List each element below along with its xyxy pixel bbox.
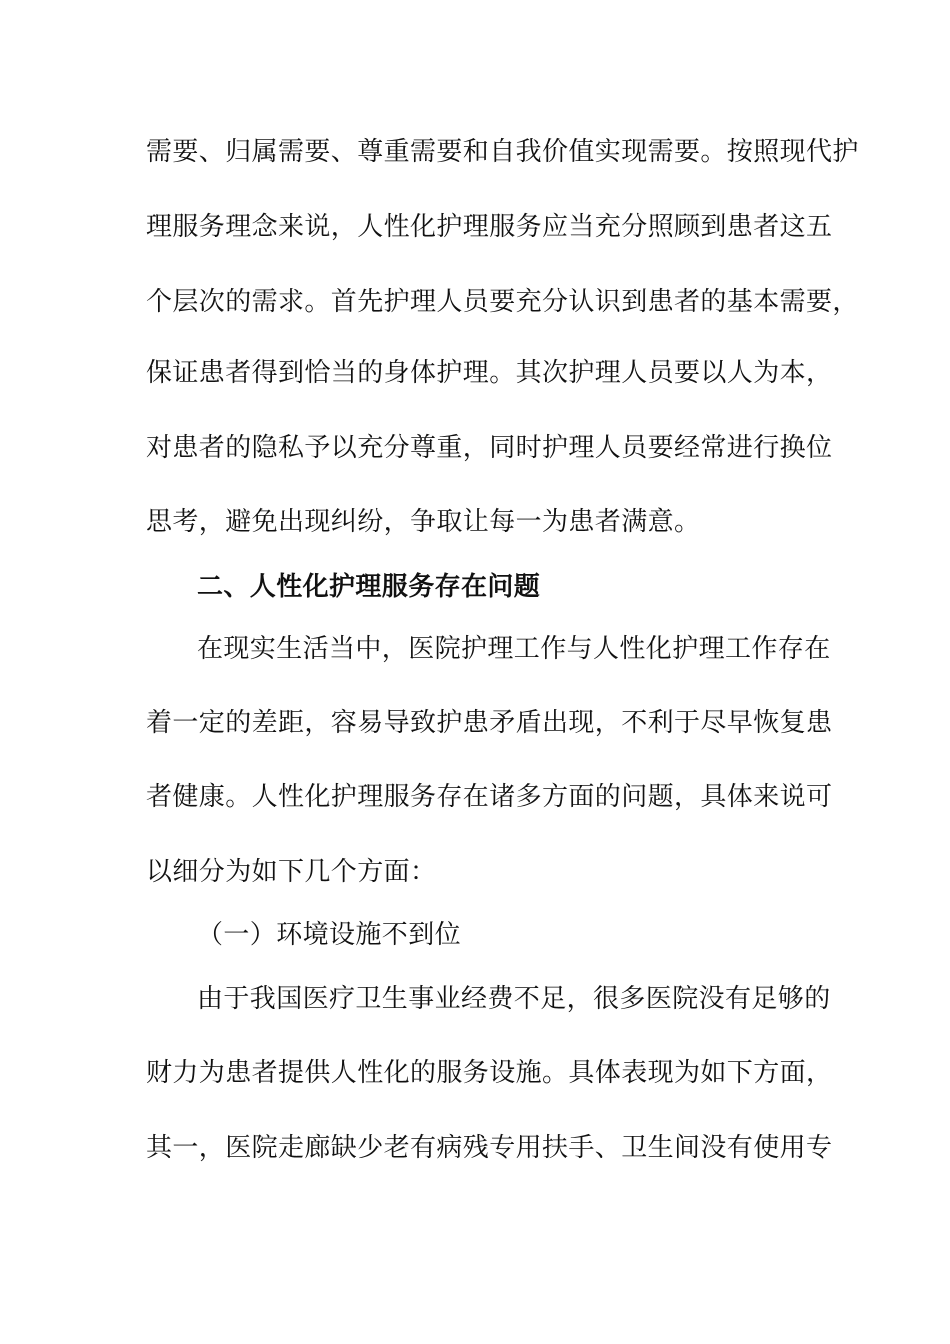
paragraph-first-line: 由于我国医疗卫生事业经费不足，很多医院没有足够的 (197, 984, 831, 1014)
body-line: 着一定的差距，容易导致护患矛盾出现，不利于尽早恢复患 (146, 708, 833, 738)
body-line: 者健康。人性化护理服务存在诸多方面的问题，具体来说可 (146, 782, 833, 812)
body-line: 理服务理念来说，人性化护理服务应当充分照顾到患者这五 (146, 212, 833, 242)
section-heading: 二、人性化护理服务存在问题 (197, 572, 541, 602)
subsection-heading: （一）环境设施不到位 (197, 920, 462, 950)
body-line: 其一，医院走廊缺少老有病残专用扶手、卫生间没有使用专 (146, 1133, 833, 1163)
paragraph-first-line: 在现实生活当中，医院护理工作与人性化护理工作存在 (197, 634, 831, 664)
body-line: 保证患者得到恰当的身体护理。其次护理人员要以人为本， (146, 358, 833, 388)
body-line: 对患者的隐私予以充分尊重，同时护理人员要经常进行换位 (146, 433, 833, 463)
body-line: 以细分为如下几个方面： (146, 857, 437, 887)
body-line: 个层次的需求。首先护理人员要充分认识到患者的基本需要， (146, 287, 859, 317)
body-line: 财力为患者提供人性化的服务设施。具体表现为如下方面， (146, 1058, 833, 1088)
body-line: 需要、归属需要、尊重需要和自我价值实现需要。按照现代护 (146, 137, 859, 167)
body-line: 思考，避免出现纠纷，争取让每一为患者满意。 (146, 507, 701, 537)
